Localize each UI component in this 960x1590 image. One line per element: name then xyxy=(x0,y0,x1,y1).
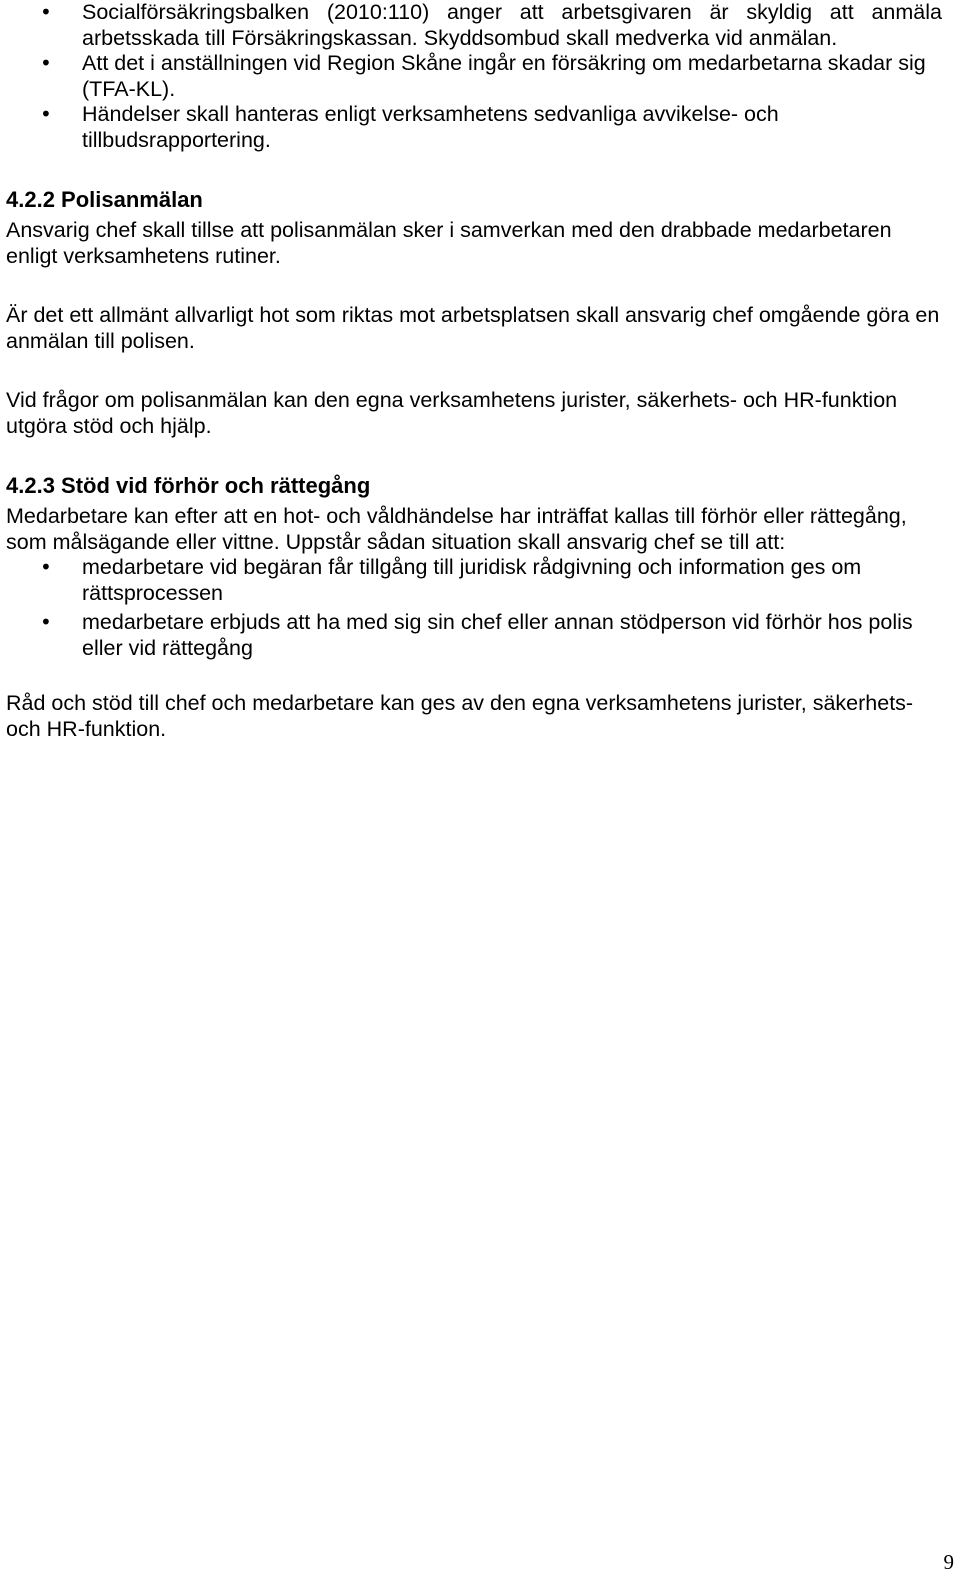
list-item xyxy=(6,610,946,661)
paragraph: Ansvarig chef skall tillse att polisanmälan sker i samverkan med den drabbade medarbetaren enligt verksamhetens rutiner. xyxy=(6,218,892,268)
list-item xyxy=(6,555,946,606)
paragraph: Vid frågor om polisanmälan kan den egna verksamhetens jurister, säkerhets- och HR-funktion utgöra stöd och hjälp. xyxy=(6,388,898,438)
bullet-icon: • xyxy=(40,102,52,126)
list-item xyxy=(6,51,946,102)
bullet-list-stod xyxy=(6,555,946,661)
list-item-text: medarbetare erbjuds att ha med sig sin chef eller annan stödperson vid förhör hos polis eller vid rättegång xyxy=(82,610,913,660)
page-number: 9 xyxy=(943,1550,954,1574)
section-heading-stod-vid-forhor: 4.2.3 Stöd vid förhör och rättegång xyxy=(6,473,371,498)
bullet-list-top xyxy=(6,0,946,153)
list-item xyxy=(6,0,946,51)
list-item-text: medarbetare vid begäran får tillgång till juridisk rådgivning och information ges om rättsprocessen xyxy=(82,555,862,605)
paragraph: Är det ett allmänt allvarligt hot som riktas mot arbetsplatsen skall ansvarig chef omgående göra en anmälan till polisen. xyxy=(6,303,940,353)
bullet-icon: • xyxy=(40,610,52,634)
list-item-text: Att det i anställningen vid Region Skåne ingår en försäkring om medarbetarna skadar sig (TFA-KL). xyxy=(82,51,926,101)
list-item-text: Socialförsäkringsbalken (2010:110) anger att arbetsgivaren är skyldig att anmäla arbetsskada till Försäkringskassan. Skyddsombud skall medverka vid anmälan. xyxy=(82,0,942,50)
bullet-icon: • xyxy=(40,51,52,75)
list-item xyxy=(6,102,946,153)
document-page xyxy=(6,0,946,742)
section-heading-polisanmalan: 4.2.2 Polisanmälan xyxy=(6,187,203,212)
paragraph-closing: Råd och stöd till chef och medarbetare kan ges av den egna verksamhetens jurister, säkerhets- och HR-funktion. xyxy=(6,691,914,741)
bullet-icon: • xyxy=(40,555,52,579)
bullet-icon: • xyxy=(40,0,52,24)
paragraph-intro: Medarbetare kan efter att en hot- och våldhändelse har inträffat kallas till förhör eller rättegång, som målsägande eller vittne. Uppstår sådan situation skall ansvarig chef se till att: xyxy=(6,504,907,554)
list-item-text: Händelser skall hanteras enligt verksamhetens sedvanliga avvikelse- och tillbudsrapportering. xyxy=(82,102,779,152)
